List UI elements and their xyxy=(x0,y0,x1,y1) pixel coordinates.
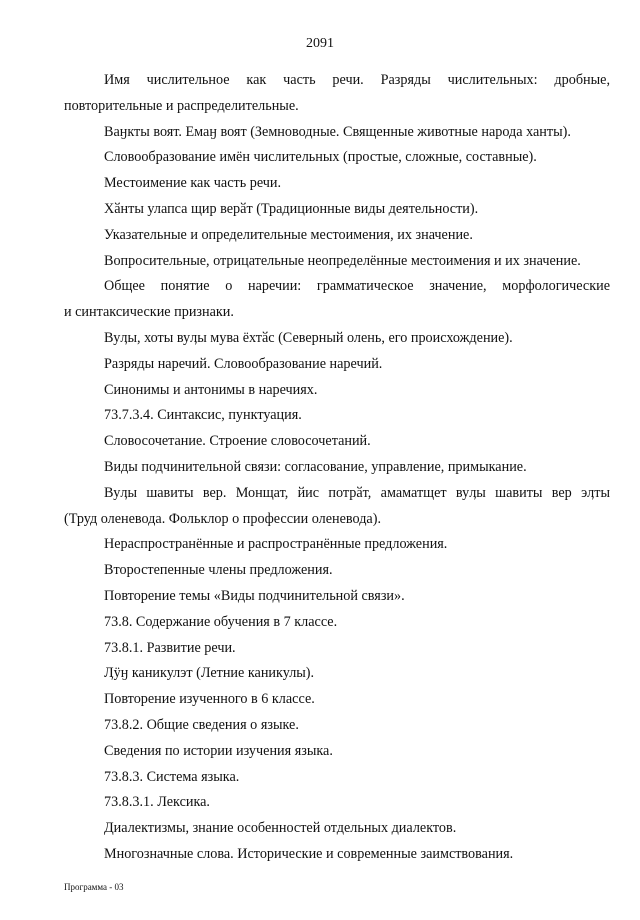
paragraph-line: Словообразование имён числительных (простые, сложные, составные). xyxy=(104,149,537,166)
section-heading: 73.8.3.1. Лексика. xyxy=(104,794,210,811)
paragraph-line: Вуӆы шавиты вер. Монщат, йис потрӑт, амаматщет вуӆы шавиты вер эӆты xyxy=(104,484,610,501)
section-heading: 73.7.3.4. Синтаксис, пунктуация. xyxy=(104,407,302,424)
paragraph-line: (Труд оленевода. Фольклор о профессии оленевода). xyxy=(64,510,381,527)
paragraph-line: Общее понятие о наречии: грамматическое значение, морфологические xyxy=(104,278,610,295)
paragraph-line: Местоимение как часть речи. xyxy=(104,175,282,192)
paragraph-line: Повторение изученного в 6 классе. xyxy=(104,691,315,708)
section-heading: 73.8.1. Развитие речи. xyxy=(104,639,236,656)
section-heading: 73.8.3. Система языка. xyxy=(104,768,240,785)
paragraph-line: Хӑнты улапса щир верӑт (Традиционные виды деятельности). xyxy=(104,200,479,217)
paragraph-line: Многозначные слова. Исторические и современные заимствования. xyxy=(104,845,514,862)
paragraph-line: Синонимы и антонимы в наречиях. xyxy=(104,381,318,398)
paragraph-line: Словосочетание. Строение словосочетаний. xyxy=(104,433,371,450)
page-number: 2091 xyxy=(306,36,334,51)
paragraph-line: Повторение темы «Виды подчинительной связи». xyxy=(104,587,405,604)
section-heading: 73.8.2. Общие сведения о языке. xyxy=(104,716,299,733)
paragraph-line: Второстепенные члены предложения. xyxy=(104,562,333,579)
paragraph-line: Диалектизмы, знание особенностей отдельных диалектов. xyxy=(104,820,457,837)
footer-label: Программа - 03 xyxy=(64,882,124,892)
paragraph-line: Ӆӱӈ каникулэт (Летние каникулы). xyxy=(104,665,315,682)
paragraph-line: и синтаксические признаки. xyxy=(64,304,234,321)
paragraph-line: Ваӈкты воят. Емаӈ воят (Земноводные. Священные животные народа ханты). xyxy=(104,123,571,140)
paragraph-line: Указательные и определительные местоимения, их значение. xyxy=(104,226,473,243)
paragraph-line: Вуӆы, хоты вуӆы мува ёхтӑс (Северный олень, его происхождение). xyxy=(104,329,513,346)
paragraph-line: Нераспространённые и распространённые предложения. xyxy=(104,536,448,553)
paragraph-line: Разряды наречий. Словообразование наречий. xyxy=(104,355,383,372)
paragraph-line: Виды подчинительной связи: согласование, управление, примыкание. xyxy=(104,458,527,475)
section-heading: 73.8. Содержание обучения в 7 классе. xyxy=(104,613,338,630)
paragraph-line: Имя числительное как часть речи. Разряды числительных: дробные, xyxy=(104,72,610,88)
document-body xyxy=(64,68,610,868)
paragraph-line: Вопросительные, отрицательные неопределённые местоимения и их значение. xyxy=(104,252,581,269)
paragraph-line: Сведения по истории изучения языка. xyxy=(104,742,333,759)
paragraph-line: повторительные и распределительные. xyxy=(64,97,299,114)
